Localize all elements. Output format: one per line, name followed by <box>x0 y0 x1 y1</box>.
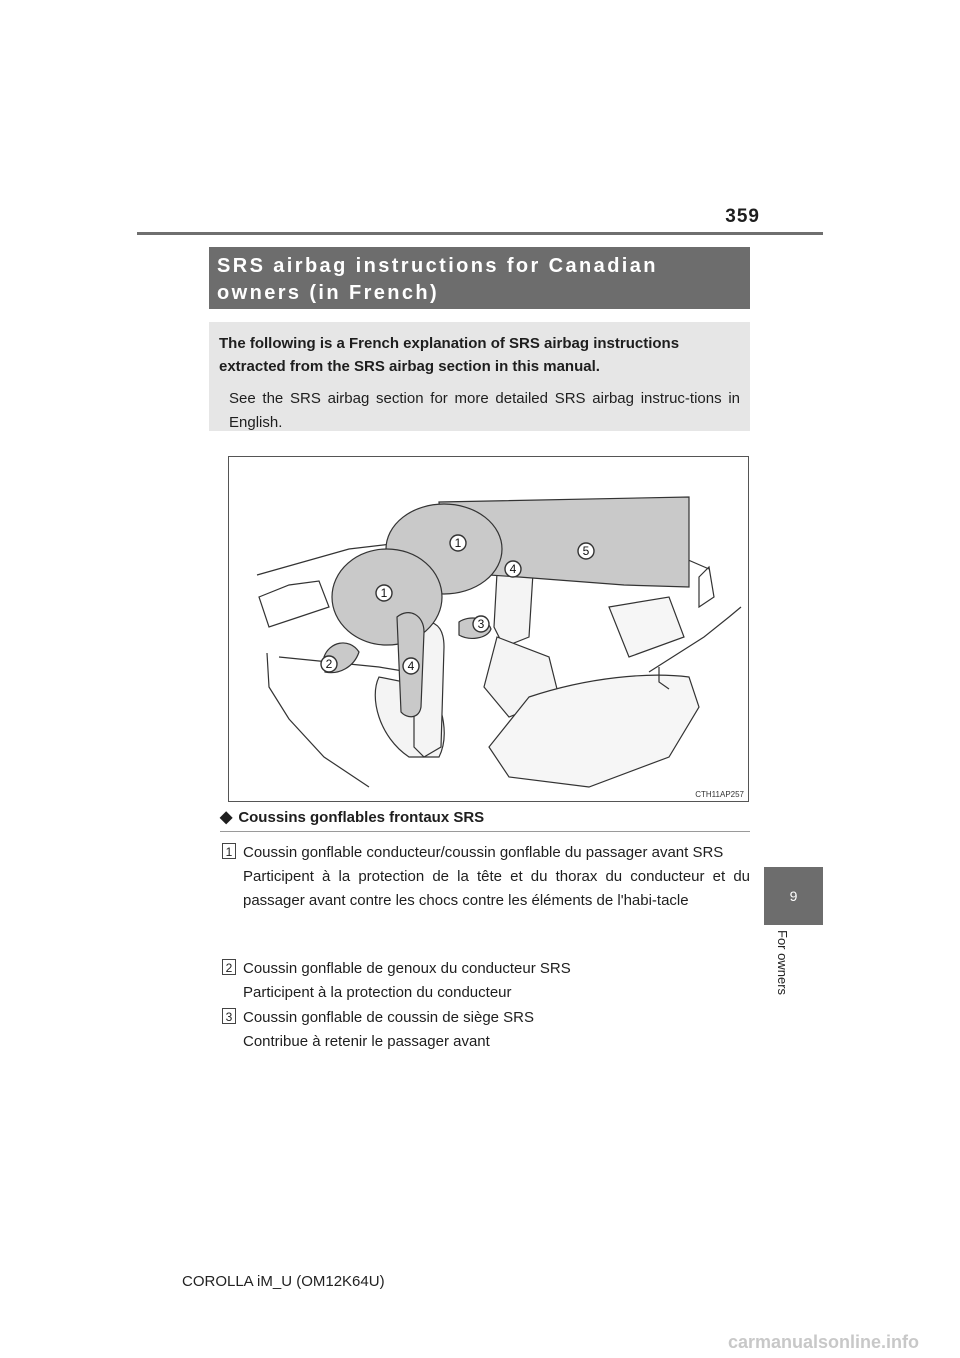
item-title: Coussin gonflable de genoux du conducteur SRS <box>243 960 571 977</box>
callout-5: 5 <box>582 544 590 558</box>
list-item <box>222 957 750 1005</box>
airbag-illustration <box>228 456 749 802</box>
footer-model: COROLLA iM_U (OM12K64U) <box>182 1273 385 1290</box>
list-item <box>222 1006 750 1054</box>
item-number: 2 <box>222 959 236 975</box>
diamond-icon: ◆ <box>220 809 233 826</box>
chapter-tab: 9 <box>764 867 823 925</box>
item-number: 1 <box>222 843 236 859</box>
callout-1-upper: 1 <box>454 536 462 550</box>
subsection-title: Coussins gonflables frontaux SRS <box>238 809 485 826</box>
watermark: carmanualsonline.info <box>728 1332 920 1352</box>
car-interior-drawing <box>229 457 749 802</box>
item-description: Contribue à retenir le passager avant <box>243 1033 490 1050</box>
subsection-heading <box>220 807 750 832</box>
callout-3: 3 <box>477 617 485 631</box>
item-title: Coussin gonflable de coussin de siège SRS <box>243 1009 535 1026</box>
item-number: 3 <box>222 1008 236 1024</box>
list-item <box>222 841 750 913</box>
page-number: 359 <box>725 206 760 227</box>
section-header: SRS airbag instructions for Canadian owners (in French) <box>209 247 750 309</box>
figure-caption: CTH11AP257 <box>695 790 744 799</box>
intro-box <box>209 322 750 431</box>
callout-1-lower: 1 <box>380 586 388 600</box>
item-title: Coussin gonflable conducteur/coussin gonflable du passager avant SRS <box>243 844 724 861</box>
callout-2: 2 <box>325 657 333 671</box>
item-description: Participent à la protection de la tête et du thorax du conducteur et du passager avant contre les chocs contre les éléments de l'habi-tacle <box>243 868 750 909</box>
intro-bold-text: The following is a French explanation of SRS airbag instructions extracted from the SRS airbag section in this manual. <box>219 335 680 375</box>
intro-text: See the SRS airbag section for more detailed SRS airbag instruc-tions in English. <box>229 390 740 431</box>
top-rule <box>137 232 823 235</box>
item-description: Participent à la protection du conducteur <box>243 984 512 1001</box>
chapter-label: For owners <box>775 930 790 996</box>
callout-4-lower: 4 <box>407 659 415 673</box>
callout-4-upper: 4 <box>509 562 517 576</box>
